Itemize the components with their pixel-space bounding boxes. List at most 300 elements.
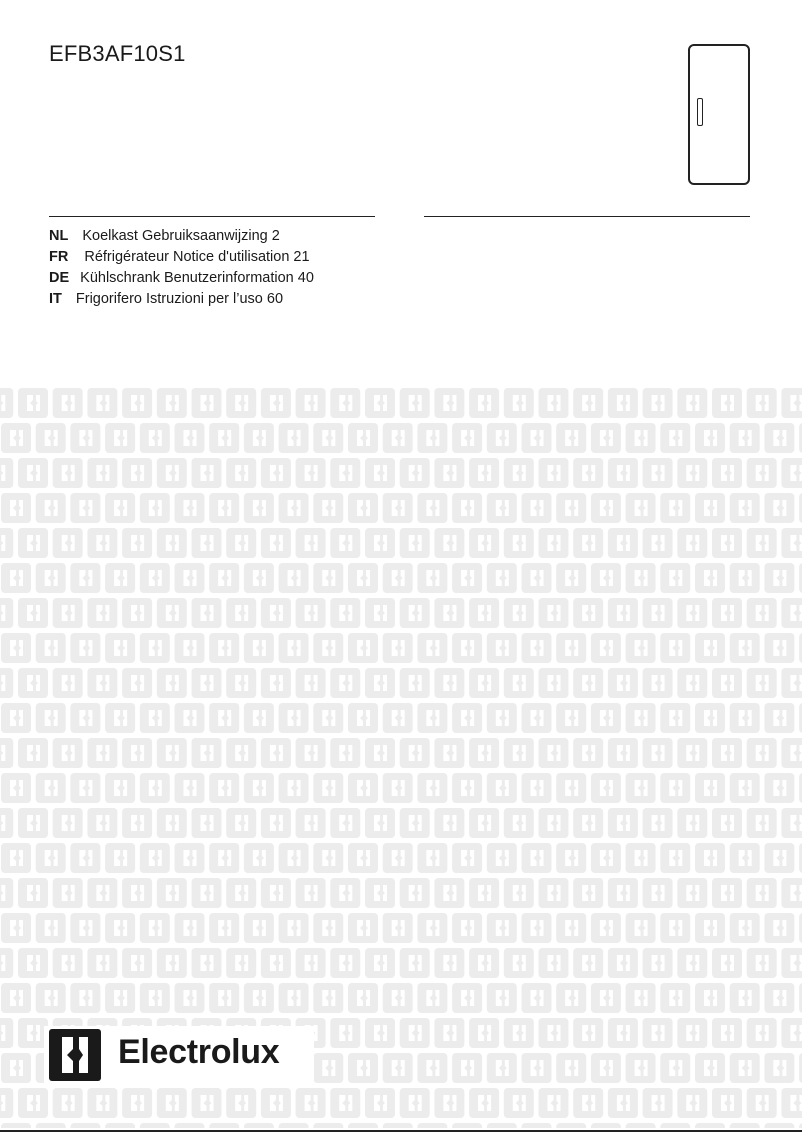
language-item-de (49, 268, 314, 289)
pattern-tile (452, 703, 482, 733)
pattern-tile (261, 1088, 291, 1118)
pattern-tile (122, 668, 152, 698)
pattern-tile (747, 668, 777, 698)
pattern-tile (70, 423, 100, 453)
pattern-tile (591, 493, 621, 523)
pattern-tile (87, 528, 117, 558)
language-list (49, 226, 314, 310)
pattern-tile (192, 878, 222, 908)
pattern-tile (522, 773, 552, 803)
pattern-tile (279, 423, 309, 453)
pattern-tile (469, 1018, 499, 1048)
pattern-tile (279, 703, 309, 733)
pattern-tile (87, 598, 117, 628)
pattern-tile (365, 948, 395, 978)
pattern-tile (677, 1018, 707, 1048)
pattern-tile (0, 878, 13, 908)
pattern-tile (36, 703, 66, 733)
pattern-tile (279, 563, 309, 593)
pattern-tile (313, 1123, 343, 1128)
pattern-tile (36, 563, 66, 593)
pattern-tile (209, 703, 239, 733)
pattern-tile (157, 458, 187, 488)
electrolux-logo-icon (49, 1029, 101, 1081)
pattern-tile (313, 1053, 343, 1083)
pattern-tile (330, 528, 360, 558)
pattern-tile (712, 948, 742, 978)
pattern-tile (1, 913, 31, 943)
pattern-tile (226, 388, 256, 418)
pattern-tile (626, 1053, 656, 1083)
pattern-tile (53, 878, 83, 908)
pattern-tile (330, 1018, 360, 1048)
pattern-tile (261, 738, 291, 768)
pattern-tile (226, 528, 256, 558)
pattern-tile (105, 563, 135, 593)
pattern-tile (244, 633, 274, 663)
pattern-tile (730, 493, 760, 523)
pattern-tile (348, 983, 378, 1013)
pattern-tile (365, 458, 395, 488)
pattern-tile (469, 458, 499, 488)
pattern-tile (747, 458, 777, 488)
pattern-tile (626, 843, 656, 873)
pattern-tile (192, 948, 222, 978)
pattern-tile (417, 843, 447, 873)
pattern-tile (452, 1053, 482, 1083)
pattern-tile (469, 668, 499, 698)
pattern-tile (712, 598, 742, 628)
pattern-tile (764, 493, 794, 523)
pattern-tile (175, 913, 205, 943)
pattern-tile (0, 1018, 13, 1048)
pattern-tile (643, 388, 673, 418)
pattern-tile (417, 983, 447, 1013)
pattern-tile (591, 563, 621, 593)
pattern-tile (504, 598, 534, 628)
pattern-tile (522, 1053, 552, 1083)
pattern-tile (261, 528, 291, 558)
pattern-tile (487, 1053, 517, 1083)
pattern-tile (643, 528, 673, 558)
pattern-tile (105, 423, 135, 453)
pattern-tile (626, 983, 656, 1013)
pattern-tile (365, 388, 395, 418)
pattern-tile (434, 528, 464, 558)
pattern-tile (626, 633, 656, 663)
pattern-tile (522, 1123, 552, 1128)
pattern-tile (105, 633, 135, 663)
pattern-tile (296, 388, 326, 418)
pattern-tile (383, 913, 413, 943)
pattern-tile (122, 528, 152, 558)
pattern-tile (434, 948, 464, 978)
pattern-tile (261, 948, 291, 978)
pattern-tile (712, 388, 742, 418)
pattern-tile (348, 493, 378, 523)
pattern-tile (226, 458, 256, 488)
pattern-tile (730, 1123, 760, 1128)
pattern-tile (626, 493, 656, 523)
pattern-tile (1, 773, 31, 803)
pattern-tile (487, 563, 517, 593)
pattern-tile (730, 1053, 760, 1083)
pattern-tile (330, 948, 360, 978)
pattern-tile (122, 948, 152, 978)
divider-right (424, 216, 750, 217)
pattern-tile (36, 423, 66, 453)
pattern-tile (522, 633, 552, 663)
pattern-tile (140, 913, 170, 943)
pattern-tile (643, 668, 673, 698)
pattern-tile (296, 878, 326, 908)
pattern-tile (279, 843, 309, 873)
pattern-tile (383, 1123, 413, 1128)
pattern-tile (539, 948, 569, 978)
pattern-tile (157, 878, 187, 908)
pattern-tile (695, 703, 725, 733)
pattern-tile (747, 1088, 777, 1118)
pattern-tile (36, 913, 66, 943)
pattern-tile (643, 738, 673, 768)
pattern-tile (18, 948, 48, 978)
bottom-rule (0, 1130, 802, 1132)
pattern-tile (747, 878, 777, 908)
pattern-tile (556, 1053, 586, 1083)
pattern-tile (226, 948, 256, 978)
pattern-tile (0, 1088, 13, 1118)
pattern-tile (626, 563, 656, 593)
pattern-tile (781, 948, 802, 978)
pattern-tile (556, 1123, 586, 1128)
pattern-tile (279, 913, 309, 943)
pattern-tile (643, 878, 673, 908)
pattern-tile (730, 983, 760, 1013)
pattern-tile (175, 563, 205, 593)
pattern-tile (452, 633, 482, 663)
pattern-tile (417, 633, 447, 663)
pattern-tile (105, 773, 135, 803)
pattern-tile (36, 493, 66, 523)
pattern-tile (70, 633, 100, 663)
pattern-tile (643, 598, 673, 628)
pattern-tile (18, 528, 48, 558)
pattern-tile (348, 633, 378, 663)
pattern-tile (556, 913, 586, 943)
pattern-tile (105, 983, 135, 1013)
pattern-tile (244, 913, 274, 943)
pattern-tile (244, 1123, 274, 1128)
pattern-tile (1, 1123, 31, 1128)
pattern-tile (677, 528, 707, 558)
pattern-tile (539, 388, 569, 418)
pattern-tile (504, 808, 534, 838)
pattern-tile (157, 388, 187, 418)
pattern-tile (313, 983, 343, 1013)
pattern-tile (36, 633, 66, 663)
pattern-tile (452, 773, 482, 803)
pattern-tile (348, 563, 378, 593)
pattern-tile (417, 493, 447, 523)
pattern-tile (487, 773, 517, 803)
pattern-tile (18, 668, 48, 698)
pattern-tile (192, 388, 222, 418)
pattern-tile (175, 423, 205, 453)
pattern-tile (781, 528, 802, 558)
pattern-tile (522, 563, 552, 593)
refrigerator-icon (688, 44, 750, 185)
pattern-tile (140, 843, 170, 873)
pattern-tile (209, 1123, 239, 1128)
pattern-tile (660, 1053, 690, 1083)
pattern-tile (747, 738, 777, 768)
pattern-tile (764, 1053, 794, 1083)
pattern-tile (18, 458, 48, 488)
pattern-tile (313, 843, 343, 873)
pattern-tile (157, 808, 187, 838)
pattern-tile (105, 703, 135, 733)
pattern-tile (261, 878, 291, 908)
pattern-tile (226, 878, 256, 908)
pattern-tile (434, 1018, 464, 1048)
pattern-tile (643, 808, 673, 838)
pattern-tile (469, 808, 499, 838)
pattern-tile (313, 493, 343, 523)
pattern-tile (591, 913, 621, 943)
pattern-tile (279, 633, 309, 663)
pattern-tile (504, 668, 534, 698)
pattern-tile (53, 388, 83, 418)
pattern-tile (695, 633, 725, 663)
pattern-tile (192, 1088, 222, 1118)
pattern-tile (261, 598, 291, 628)
language-item-it (49, 289, 314, 310)
pattern-tile (626, 773, 656, 803)
pattern-tile (105, 843, 135, 873)
pattern-tile (348, 423, 378, 453)
pattern-tile (313, 703, 343, 733)
pattern-tile (1, 983, 31, 1013)
pattern-tile (365, 1018, 395, 1048)
pattern-tile (643, 458, 673, 488)
pattern-tile (0, 668, 13, 698)
language-item-nl (49, 226, 314, 247)
pattern-tile (487, 423, 517, 453)
pattern-tile (209, 563, 239, 593)
pattern-tile (730, 633, 760, 663)
pattern-tile (781, 388, 802, 418)
pattern-tile (0, 948, 13, 978)
pattern-tile (0, 458, 13, 488)
pattern-tile (417, 1053, 447, 1083)
pattern-tile (313, 563, 343, 593)
pattern-tile (695, 1053, 725, 1083)
pattern-tile (348, 703, 378, 733)
pattern-tile (400, 528, 430, 558)
pattern-tile (452, 563, 482, 593)
pattern-tile (573, 1018, 603, 1048)
pattern-tile (730, 843, 760, 873)
pattern-tile (573, 668, 603, 698)
pattern-tile (504, 1018, 534, 1048)
pattern-tile (677, 808, 707, 838)
pattern-tile (556, 563, 586, 593)
pattern-tile (296, 458, 326, 488)
pattern-tile (53, 738, 83, 768)
pattern-tile (209, 843, 239, 873)
pattern-tile (452, 1123, 482, 1128)
pattern-tile (712, 1088, 742, 1118)
pattern-tile (53, 598, 83, 628)
pattern-tile (53, 528, 83, 558)
pattern-tile (417, 773, 447, 803)
pattern-tile (504, 458, 534, 488)
pattern-tile (747, 598, 777, 628)
pattern-tile (556, 423, 586, 453)
pattern-tile (36, 843, 66, 873)
pattern-tile (70, 983, 100, 1013)
pattern-tile (556, 983, 586, 1013)
pattern-tile (643, 1088, 673, 1118)
pattern-tile (764, 913, 794, 943)
pattern-tile (18, 878, 48, 908)
pattern-tile (730, 423, 760, 453)
pattern-tile (365, 738, 395, 768)
pattern-tile (70, 1123, 100, 1128)
pattern-tile (18, 1088, 48, 1118)
pattern-tile (504, 878, 534, 908)
pattern-tile (764, 703, 794, 733)
pattern-tile (434, 458, 464, 488)
pattern-tile (365, 808, 395, 838)
pattern-tile (573, 528, 603, 558)
pattern-tile (122, 598, 152, 628)
pattern-tile (522, 703, 552, 733)
pattern-tile (504, 388, 534, 418)
pattern-tile (434, 598, 464, 628)
pattern-tile (18, 388, 48, 418)
pattern-tile (330, 388, 360, 418)
pattern-tile (591, 843, 621, 873)
pattern-tile (469, 598, 499, 628)
pattern-tile (122, 738, 152, 768)
pattern-tile (695, 843, 725, 873)
pattern-tile (556, 773, 586, 803)
pattern-tile (487, 983, 517, 1013)
pattern-tile (781, 598, 802, 628)
pattern-tile (330, 878, 360, 908)
pattern-tile (573, 948, 603, 978)
pattern-tile (764, 773, 794, 803)
pattern-tile (591, 773, 621, 803)
pattern-tile (226, 808, 256, 838)
pattern-tile (157, 1088, 187, 1118)
pattern-tile (660, 423, 690, 453)
pattern-tile (175, 983, 205, 1013)
brand-pattern (0, 384, 802, 1128)
pattern-tile (573, 738, 603, 768)
pattern-tile (175, 493, 205, 523)
pattern-tile (87, 668, 117, 698)
pattern-tile (0, 808, 13, 838)
pattern-tile (781, 878, 802, 908)
pattern-tile (626, 913, 656, 943)
pattern-tile (36, 773, 66, 803)
pattern-tile (712, 668, 742, 698)
pattern-tile (504, 738, 534, 768)
pattern-tile (764, 843, 794, 873)
pattern-tile (434, 808, 464, 838)
pattern-tile (1, 703, 31, 733)
pattern-tile (660, 1123, 690, 1128)
pattern-tile (175, 633, 205, 663)
pattern-tile (18, 598, 48, 628)
brand-name: Electrolux (118, 1033, 280, 1071)
pattern-tile (677, 738, 707, 768)
pattern-tiles (0, 388, 802, 1128)
pattern-tile (365, 528, 395, 558)
pattern-tile (330, 1088, 360, 1118)
pattern-tile (504, 528, 534, 558)
pattern-tile (591, 633, 621, 663)
pattern-tile (626, 1123, 656, 1128)
pattern-tile (434, 738, 464, 768)
pattern-tile (643, 1018, 673, 1048)
pattern-tile (0, 388, 13, 418)
pattern-tile (626, 703, 656, 733)
pattern-tile (522, 983, 552, 1013)
pattern-tile (573, 1088, 603, 1118)
pattern-tile (452, 843, 482, 873)
pattern-tile (695, 913, 725, 943)
pattern-tile (348, 1053, 378, 1083)
pattern-tile (487, 913, 517, 943)
pattern-tile (677, 598, 707, 628)
pattern-tile (1, 493, 31, 523)
pattern-tile (712, 738, 742, 768)
pattern-tile (747, 1018, 777, 1048)
pattern-tile (140, 1123, 170, 1128)
pattern-tile (244, 843, 274, 873)
pattern-tile (226, 598, 256, 628)
pattern-tile (695, 493, 725, 523)
pattern-tile (244, 773, 274, 803)
pattern-tile (712, 458, 742, 488)
pattern-tile (122, 388, 152, 418)
pattern-tile (70, 703, 100, 733)
pattern-tile (18, 808, 48, 838)
pattern-tile (18, 738, 48, 768)
pattern-tile (452, 983, 482, 1013)
pattern-tile (434, 668, 464, 698)
pattern-tile (573, 808, 603, 838)
pattern-tile (747, 388, 777, 418)
pattern-tile (781, 458, 802, 488)
pattern-tile (434, 388, 464, 418)
pattern-tile (0, 598, 13, 628)
pattern-tile (677, 388, 707, 418)
pattern-tile (591, 1053, 621, 1083)
pattern-tile (781, 1018, 802, 1048)
pattern-tile (70, 493, 100, 523)
pattern-tile (573, 598, 603, 628)
pattern-tile (539, 458, 569, 488)
pattern-tile (279, 1123, 309, 1128)
pattern-tile (192, 528, 222, 558)
pattern-tile (313, 423, 343, 453)
pattern-tile (209, 633, 239, 663)
pattern-tile (0, 738, 13, 768)
